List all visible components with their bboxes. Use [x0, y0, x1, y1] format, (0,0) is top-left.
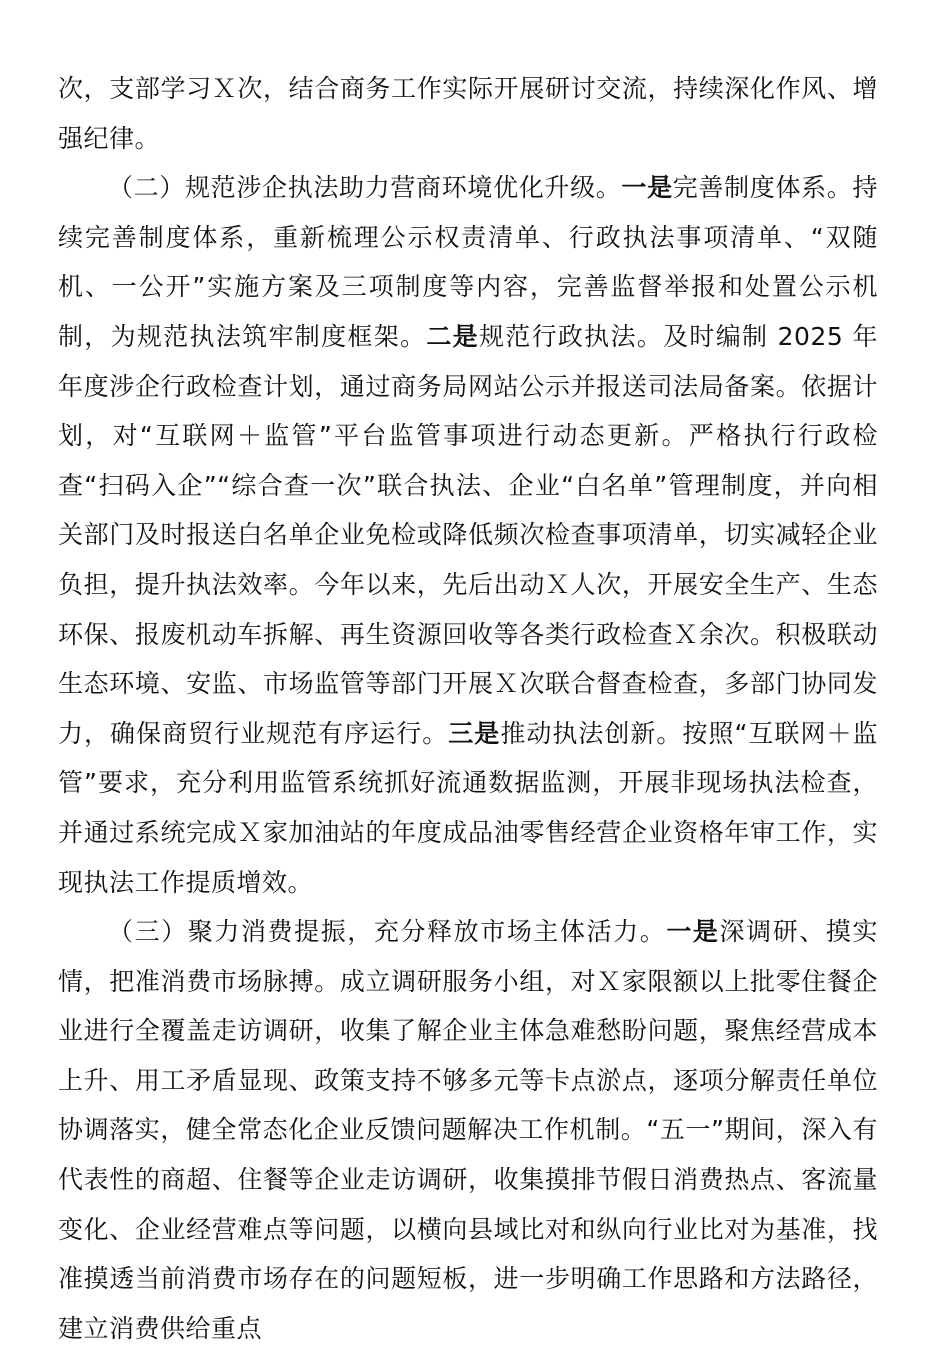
bold-marker-sanshi: 三是: [448, 718, 501, 748]
section-heading-2: （二）规范涉企执法助力营商环境优化升级。: [108, 173, 622, 203]
paragraph-3: [58, 907, 878, 1353]
paragraph-2-text-a: 完善制度体系。持续完善制度体系，重新梳理公示权责清单、行政执法事项清单、“双随机、一公开”实施方案及三项制度等内容，完善监督举报和处置公示机制，为规范执法筑牢制度框架。: [58, 173, 878, 351]
paragraph-1-text: 次，支部学习Ｘ次，结合商务工作实际开展研讨交流，持续深化作风、增强纪律。: [58, 74, 878, 153]
paragraph-2-text-b: 规范行政执法。及时编制 2025 年年度涉企行政检查计划，通过商务局网站公示并报送司法局备案。依据计划，对“互联网＋监管”平台监管事项进行动态更新。严格执行行政检查“扫码入企”“综合查一次”联合执法、企业“白名单”管理制度，并向相关部门及时报送白名单企业免检或降低频次检查事项清单，切实减轻企业负担，提升执法效率。今年以来，先后出动Ｘ人次，开展安全生产、生态环保、报废机动车拆解、再生资源回收等各类行政检查Ｘ余次。积极联动生态环境、安监、市场监管等部门开展Ｘ次联合督查检查，多部门协同发力，确保商贸行业规范有序运行。: [58, 321, 878, 748]
document-page: [58, 64, 878, 1353]
paragraph-2-text-c: 推动执法创新。按照“互联网＋监管”要求，充分利用监管系统抓好流通数据监测，开展非现场执法检查，并通过系统完成Ｘ家加油站的年度成品油零售经营企业资格年审工作，实现执法工作提质增效。: [58, 718, 878, 897]
paragraph-2: [58, 163, 878, 907]
paragraph-3-text: 深调研、摸实情，把准消费市场脉搏。成立调研服务小组，对Ｘ家限额以上批零住餐企业进行全覆盖走访调研，收集了解企业主体急难愁盼问题，聚焦经营成本上升、用工矛盾显现、政策支持不够多元等卡点淤点，逐项分解责任单位协调落实，健全常态化企业反馈问题解决工作机制。“五一”期间，深入有代表性的商超、住餐等企业走访调研，收集摸排节假日消费热点、客流量变化、企业经营难点等问题，以横向县域比对和纵向行业比对为基准，找准摸透当前消费市场存在的问题短板，进一步明确工作思路和方法路径，建立消费供给重点: [58, 917, 878, 1343]
bold-marker-yishi-2: 一是: [666, 917, 720, 947]
bold-marker-yishi: 一是: [621, 173, 673, 203]
paragraph-1: [58, 64, 878, 163]
bold-marker-ershi: 二是: [426, 321, 479, 351]
section-heading-3: （三）聚力消费提振，充分释放市场主体活力。: [108, 917, 667, 947]
